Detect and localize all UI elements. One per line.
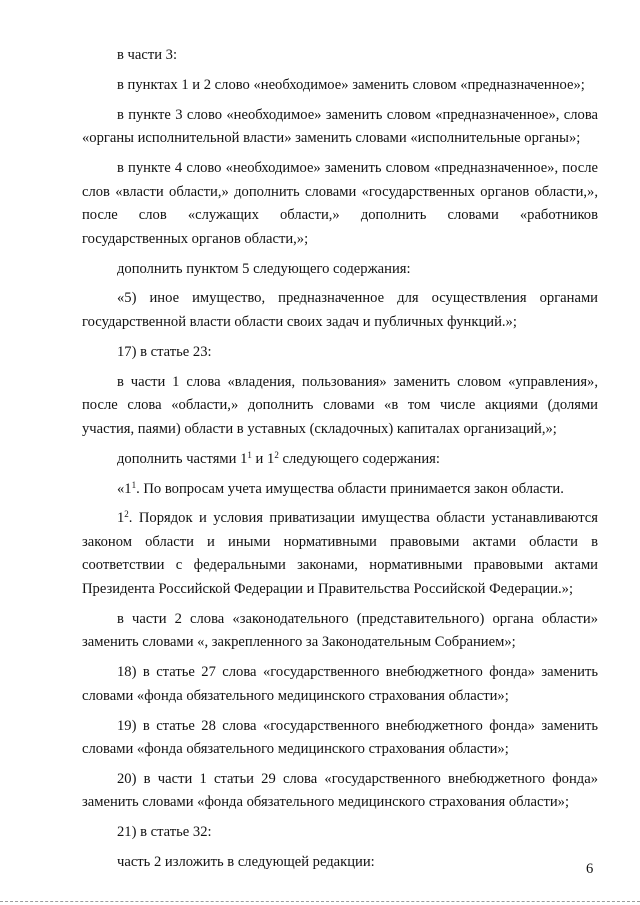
paragraph-part-3-heading: в части 3: [117, 47, 178, 63]
paragraph-part-1-2-text: . Порядок и условия приватизации имущества области устанавливаются законом области и иными нормативными правовыми актами области в соответствии с федеральными законами, нормативными правовыми актами Президента Российской Федерации и Правительства Российской Федерации.»; [82, 510, 598, 597]
paragraph-article-27: 18) в статье 27 слова «государственного внебюджетного фонда» заменить словами «фонда обязательного медицинского страхования области»; [82, 664, 598, 704]
paragraph-add-parts-text-c: следующего содержания: [278, 450, 440, 467]
page-number: 6 [586, 861, 594, 877]
paragraph-article-23-part-2: в части 2 слова «законодательного (представительного) органа области» заменить словами «, закрепленного за Законодательным Собранием»; [82, 610, 598, 651]
paragraph-item-3: в пункте 3 слово «необходимое» заменить словом «предназначенное», слова «органы исполнительной власти» заменить словами «исполнительные органы»; [82, 106, 598, 147]
superscript-index: 2 [124, 509, 129, 520]
paragraph-part-1-2 [82, 507, 598, 601]
superscript-index: 1 [247, 449, 252, 460]
paragraph-item-5-text: «5) иное имущество, предназначенное для осуществления органами государственной власти области своих задач и публичных функций.»; [82, 290, 598, 330]
paragraph-add-parts-1-1-1-2 [82, 448, 598, 472]
paragraph-article-32-heading: 21) в статье 32: [117, 824, 212, 841]
paragraph-add-parts-text-b: и 1 [251, 450, 275, 467]
page-bottom-border [0, 901, 640, 902]
paragraph-part-1-1-number: «1 [117, 480, 132, 497]
paragraph-part-1-2-number: 1 [117, 510, 125, 527]
paragraph-item-4: в пункте 4 слово «необходимое» заменить словом «предназначенное», после слов «власти области,» дополнить словами «государственных органов области,», после слов «служащих области,» дополнить словами «работников государственных органов области,»; [82, 160, 598, 247]
paragraph-article-28: 19) в статье 28 слова «государственного внебюджетного фонда» заменить словами «фонда обязательного медицинского страхования области»; [82, 717, 598, 758]
paragraph-part-1-1-text: . По вопросам учета имущества области принимается закон области. [136, 480, 564, 497]
document-body [82, 44, 598, 881]
paragraph-article-23-part-1: в части 1 слова «владения, пользования» заменить словом «управления», после слова «области,» дополнить словами «в том числе акциями (долями участия, паями) области в уставных (складочных) капиталах организаций,»; [82, 373, 598, 437]
paragraph-article-32-part-2: часть 2 изложить в следующей редакции: [117, 854, 375, 871]
superscript-index: 2 [274, 449, 279, 460]
superscript-index: 1 [131, 479, 137, 490]
paragraph-article-23-heading: 17) в статье 23: [117, 343, 212, 360]
paragraph-add-item-5: дополнить пунктом 5 следующего содержания: [117, 260, 411, 277]
paragraph-add-parts-text-a: дополнить частями 1 [117, 450, 248, 467]
paragraph-part-1-1 [82, 478, 598, 502]
paragraph-items-1-2: в пунктах 1 и 2 слово «необходимое» заменить словом «предназначенное»; [117, 76, 585, 93]
paragraph-article-29: 20) в части 1 статьи 29 слова «государственного внебюджетного фонда» заменить словами «фонда обязательного медицинского страхования области»; [82, 770, 598, 811]
